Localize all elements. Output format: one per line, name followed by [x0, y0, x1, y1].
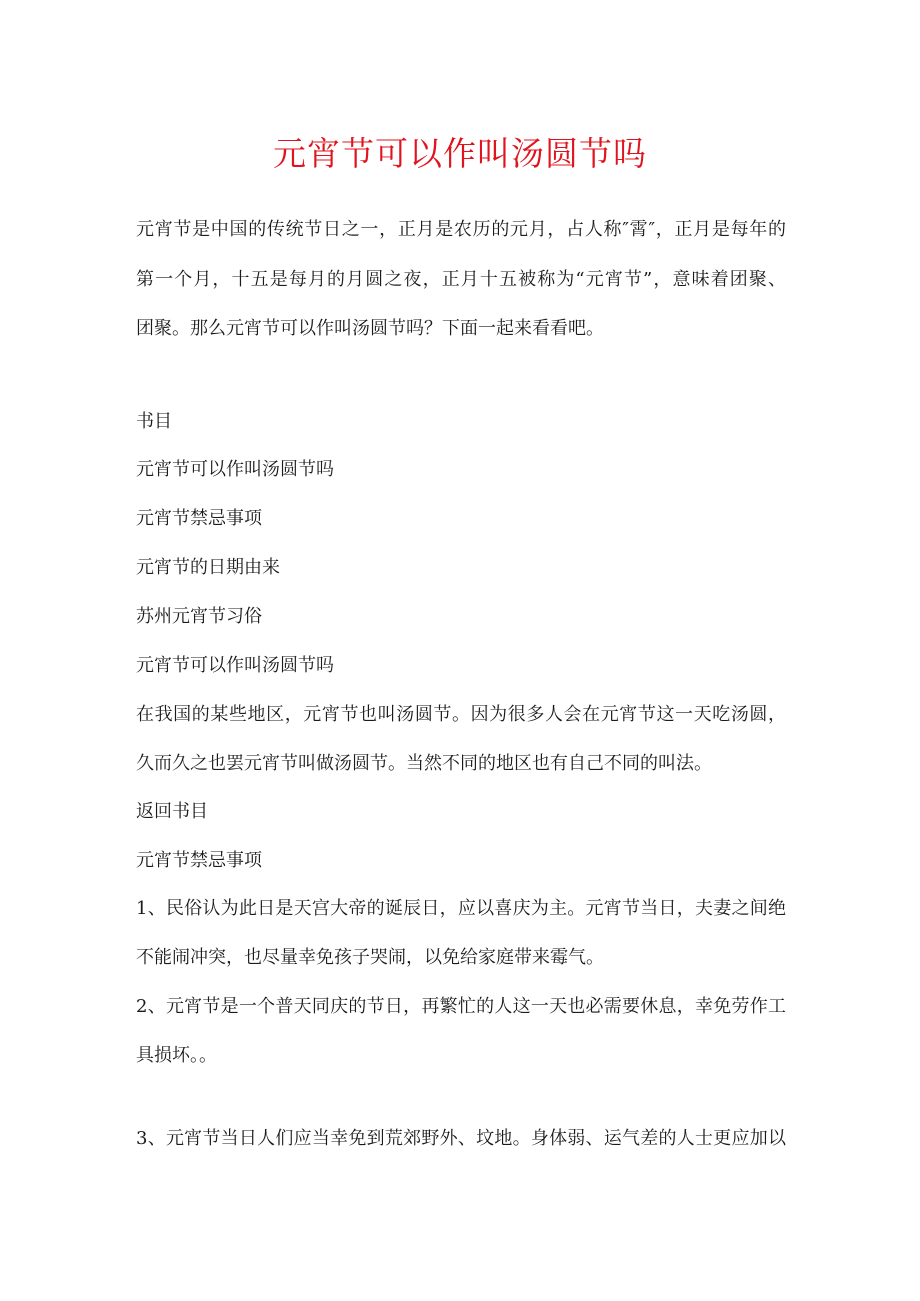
toc-item[interactable]: 元宵节可以作叫汤圆节吗: [136, 459, 334, 480]
back-to-toc-link[interactable]: 返回书目: [136, 801, 208, 822]
list-item-line: 不能闹冲突，也尽量幸免孩子哭闹，以免给家庭带来霉气。: [136, 947, 604, 968]
list-item-line: 具损坏。。: [136, 1045, 217, 1066]
section-heading: 元宵节禁忌事项: [136, 850, 262, 871]
paragraph-line: 在我国的某些地区，元宵节也叫汤圆节。因为很多人会在元宵节这一天吃汤圆，: [136, 704, 786, 725]
intro-line-1: 元宵节是中国的传统节日之一，正月是农历的元月，占人称″霄″，正月是每年的: [136, 219, 786, 240]
toc-item[interactable]: 元宵节禁忌事项: [136, 508, 262, 529]
list-item-line: 3、元宵节当日人们应当幸免到荒郊野外、坟地。身体弱、运气差的人士更应加以: [136, 1128, 786, 1149]
paragraph-line: 久而久之也罢元宵节叫做汤圆节。当然不同的地区也有自己不同的叫法。: [136, 753, 712, 774]
intro-line-2: 第一个月，十五是每月的月圆之夜，正月十五被称为“元宵节”，意味着团聚、: [136, 269, 786, 290]
document-title: 元宵节可以作叫汤圆节吗: [273, 134, 647, 173]
toc-item[interactable]: 苏州元宵节习俗: [136, 606, 262, 627]
toc-heading: 书目: [136, 411, 172, 432]
list-item-line: 1、民俗认为此日是天宫大帝的诞辰日，应以喜庆为主。元宵节当日，夫妻之间绝: [136, 898, 786, 919]
list-item-line: 2、元宵节是一个普天同庆的节日，再繁忙的人这一天也必需要休息，幸免劳作工: [136, 996, 786, 1017]
section-heading: 元宵节可以作叫汤圆节吗: [136, 655, 334, 676]
intro-line-3: 团聚。那么元宵节可以作叫汤圆节吗？下面一起来看看吧。: [136, 318, 604, 339]
toc-item[interactable]: 元宵节的日期由来: [136, 557, 280, 578]
